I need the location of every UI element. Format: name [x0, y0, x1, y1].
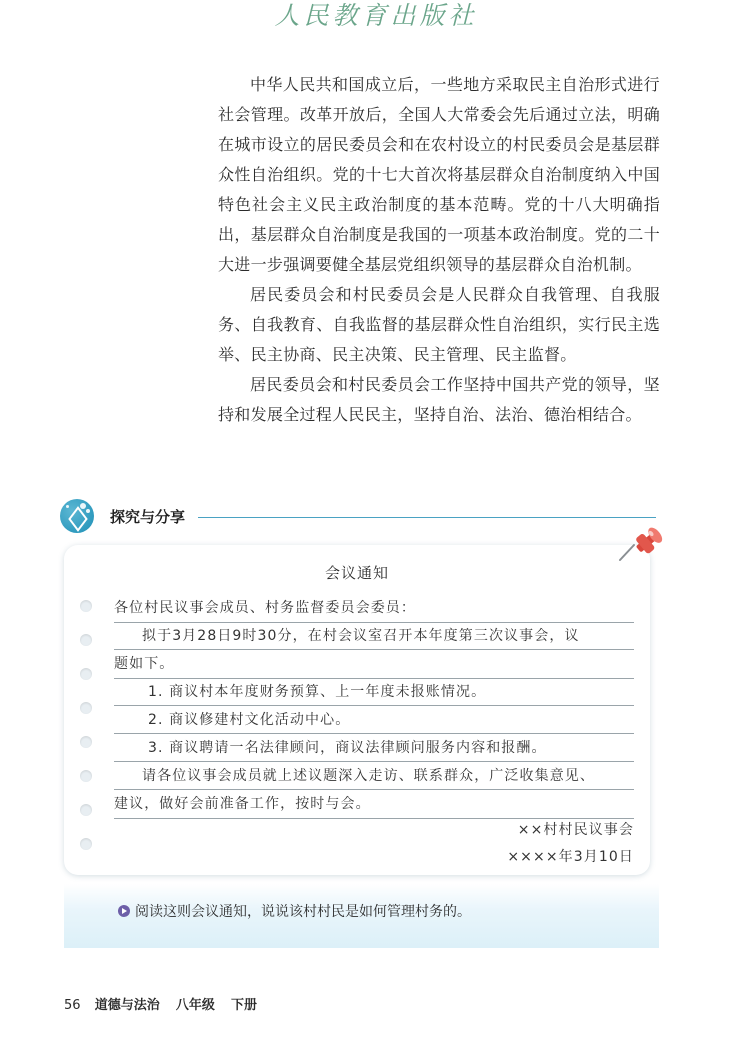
binder-hole [80, 838, 92, 850]
binder-hole [80, 668, 92, 680]
explore-divider [198, 517, 656, 518]
volume-label: 下册 [231, 998, 258, 1013]
binder-hole [80, 600, 92, 612]
notice-item-2: 2. 商议修建村文化活动中心。 [114, 706, 634, 734]
notice-item-3: 3. 商议聘请一名法律顾问，商议法律顾问服务内容和报酬。 [114, 734, 634, 762]
notice-date: ××××年3月10日 [507, 849, 634, 865]
binder-hole [80, 736, 92, 748]
grade-label: 八年级 [175, 998, 215, 1013]
binder-hole [80, 634, 92, 646]
binder-hole [80, 804, 92, 816]
binder-hole [80, 702, 92, 714]
explore-section-header [60, 496, 660, 536]
notice-intro-line-1: 拟于3月28日9时30分，在村会议室召开本年度第三次议事会，议 [114, 622, 634, 650]
play-circle-icon [118, 905, 130, 917]
notice-request-line-2: 建议，做好会前准备工作，按时与会。 [114, 790, 634, 819]
main-text [218, 70, 660, 430]
explore-cube-icon [60, 499, 94, 533]
binder-hole [80, 770, 92, 782]
paragraph-3: 居民委员会和村民委员会工作坚持中国共产党的领导，坚持和发展全过程人民民主，坚持自治、法治、德治相结合。 [218, 375, 660, 424]
page-number: 56 [64, 998, 81, 1013]
book-title: 道德与法治 [94, 998, 160, 1013]
paragraph-1: 中华人民共和国成立后，一些地方采取民主自治形式进行社会管理。改革开放后，全国人大常委会先后通过立法，明确在城市设立的居民委员会和在农村设立的村民委员会是基层群众性自治组织。党的十七大首次将基层群众自治制度纳入中国特色社会主义民主政治制度的基本范畴。党的十八大明确指出，基层群众自治制度是我国的一项基本政治制度。党的二十大进一步强调要健全基层党组织领导的基层群众自治机制。 [218, 75, 660, 274]
explore-title: 探究与分享 [110, 508, 186, 526]
pushpin-icon [618, 527, 666, 563]
notice-salutation: 各位村民议事会成员、村务监督委员会委员： [114, 594, 634, 623]
notice-request-line-1: 请各位议事会成员就上述议题深入走访、联系群众，广泛收集意见、 [114, 762, 634, 790]
publisher-logo: 人民教育出版社 [274, 1, 478, 30]
notice-intro-line-2: 题如下。 [114, 650, 634, 679]
prompt-text: 阅读这则会议通知，说说该村村民是如何管理村务的。 [135, 904, 471, 920]
page-footer [64, 994, 257, 1013]
notice-item-1: 1. 商议村本年度财务预算、上一年度未报账情况。 [114, 678, 634, 706]
paragraph-2: 居民委员会和村民委员会是人民群众自我管理、自我服务、自我教育、自我监督的基层群众性自治组织，实行民主选举、民主协商、民主决策、民主管理、民主监督。 [218, 285, 660, 364]
notice-signature: ××村村民议事会 [517, 822, 634, 838]
notice-title: 会议通知 [324, 564, 389, 582]
